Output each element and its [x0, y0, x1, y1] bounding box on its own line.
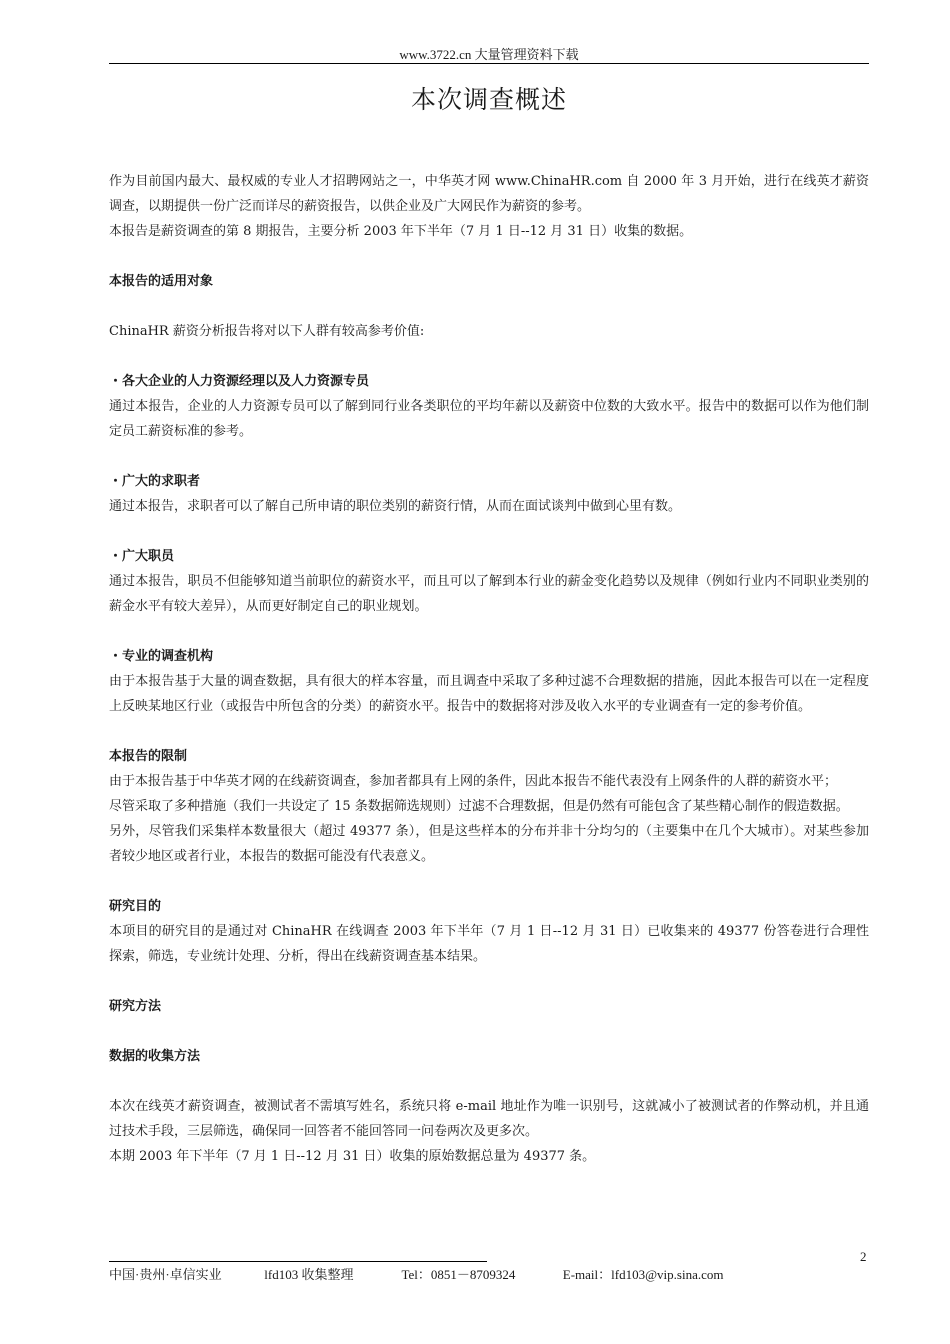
purpose-paragraph: 本项目的研究目的是通过对 ChinaHR 在线调查 2003 年下半年（7 月 1 日--12 月 31 日）已收集来的 49377 份答卷进行合理性探索，筛选，专业统计处理、分析，得出在线薪资调查基本结果。: [109, 924, 869, 964]
header-divider: [109, 63, 869, 64]
footer-compiler: lfd103 收集整理: [264, 1267, 354, 1282]
limits-paragraph: 由于本报告基于中华英才网的在线薪资调查，参加者都具有上网的条件，因此本报告不能代表没有上网条件的人群的薪资水平；: [109, 774, 838, 789]
limits-paragraph: 另外，尽管我们采集样本数量很大（超过 49377 条），但是这些样本的分布并非十分均匀的（主要集中在几个大城市）。对某些参加者较少地区或者行业，本报告的数据可能没有代表意义。: [109, 824, 869, 864]
page-header: www.3722.cn 大量管理资料下载: [399, 47, 579, 62]
limits-paragraph: 尽管采取了多种措施（我们一共设定了 15 条数据筛选规则）过滤不合理数据，但是仍然有可能包含了某些精心制作的假造数据。: [109, 799, 849, 814]
footer-tel: Tel：0851－8709324: [401, 1267, 516, 1282]
collection-paragraph: 本次在线英才薪资调查，被测试者不需填写姓名，系统只将 e-mail 地址作为唯一识别号，这就减小了被测试者的作弊动机，并且通过技术手段，三层筛选，确保同一回答者不能回答同一问卷两次及更多次。: [109, 1099, 869, 1139]
section-heading-collection: 数据的收集方法: [109, 1049, 201, 1064]
group-title: ・广大的求职者: [109, 474, 201, 489]
footer-email: E-mail：lfd103@vip.sina.com: [562, 1267, 724, 1282]
page-title: 本次调查概述: [410, 85, 567, 114]
group-title: ・专业的调查机构: [109, 649, 214, 664]
page-number: 2: [860, 1249, 867, 1264]
page-footer: [109, 1264, 723, 1283]
group-body: 由于本报告基于大量的调查数据，具有很大的样本容量，而且调查中采取了多种过滤不合理数据的措施，因此本报告可以在一定程度上反映某地区行业（或报告中所包含的分类）的薪资水平。报告中的数据将对涉及收入水平的专业调查有一定的参考价值。: [109, 674, 869, 714]
section-heading-purpose: 研究目的: [109, 899, 162, 914]
group-title: ・广大职员: [109, 549, 175, 564]
footer-org: 中国·贵州·卓信实业: [109, 1267, 222, 1282]
group-body: 通过本报告，职员不但能够知道当前职位的薪资水平，而且可以了解到本行业的薪金变化趋势以及规律（例如行业内不同职业类别的薪金水平有较大差异），从而更好制定自己的职业规划。: [109, 574, 869, 614]
collection-paragraph: 本期 2003 年下半年（7 月 1 日--12 月 31 日）收集的原始数据总量为 49377 条。: [109, 1149, 596, 1164]
intro-paragraph-1: 作为目前国内最大、最权威的专业人才招聘网站之一，中华英才网 www.ChinaHR.com 自 2000 年 3 月开始，进行在线英才薪资调查，以期提供一份广泛而详尽的薪资报告，以供企业及广大网民作为薪资的参考。: [109, 174, 869, 214]
section-heading-method: 研究方法: [109, 999, 162, 1014]
section-heading-limits: 本报告的限制: [109, 749, 188, 764]
applicable-lead: ChinaHR 薪资分析报告将对以下人群有较高参考价值:: [109, 324, 425, 339]
intro-paragraph-2: 本报告是薪资调查的第 8 期报告，主要分析 2003 年下半年（7 月 1 日--12 月 31 日）收集的数据。: [109, 224, 693, 239]
main-content: [109, 169, 869, 1169]
section-heading-applicable: 本报告的适用对象: [109, 274, 214, 289]
footer-divider: [109, 1261, 487, 1262]
group-body: 通过本报告，求职者可以了解自己所申请的职位类别的薪资行情，从而在面试谈判中做到心里有数。: [109, 499, 682, 514]
group-body: 通过本报告，企业的人力资源专员可以了解到同行业各类职位的平均年薪以及薪资中位数的大致水平。报告中的数据可以作为他们制定员工薪资标准的参考。: [109, 399, 869, 439]
group-title: ・各大企业的人力资源经理以及人力资源专员: [109, 374, 370, 389]
